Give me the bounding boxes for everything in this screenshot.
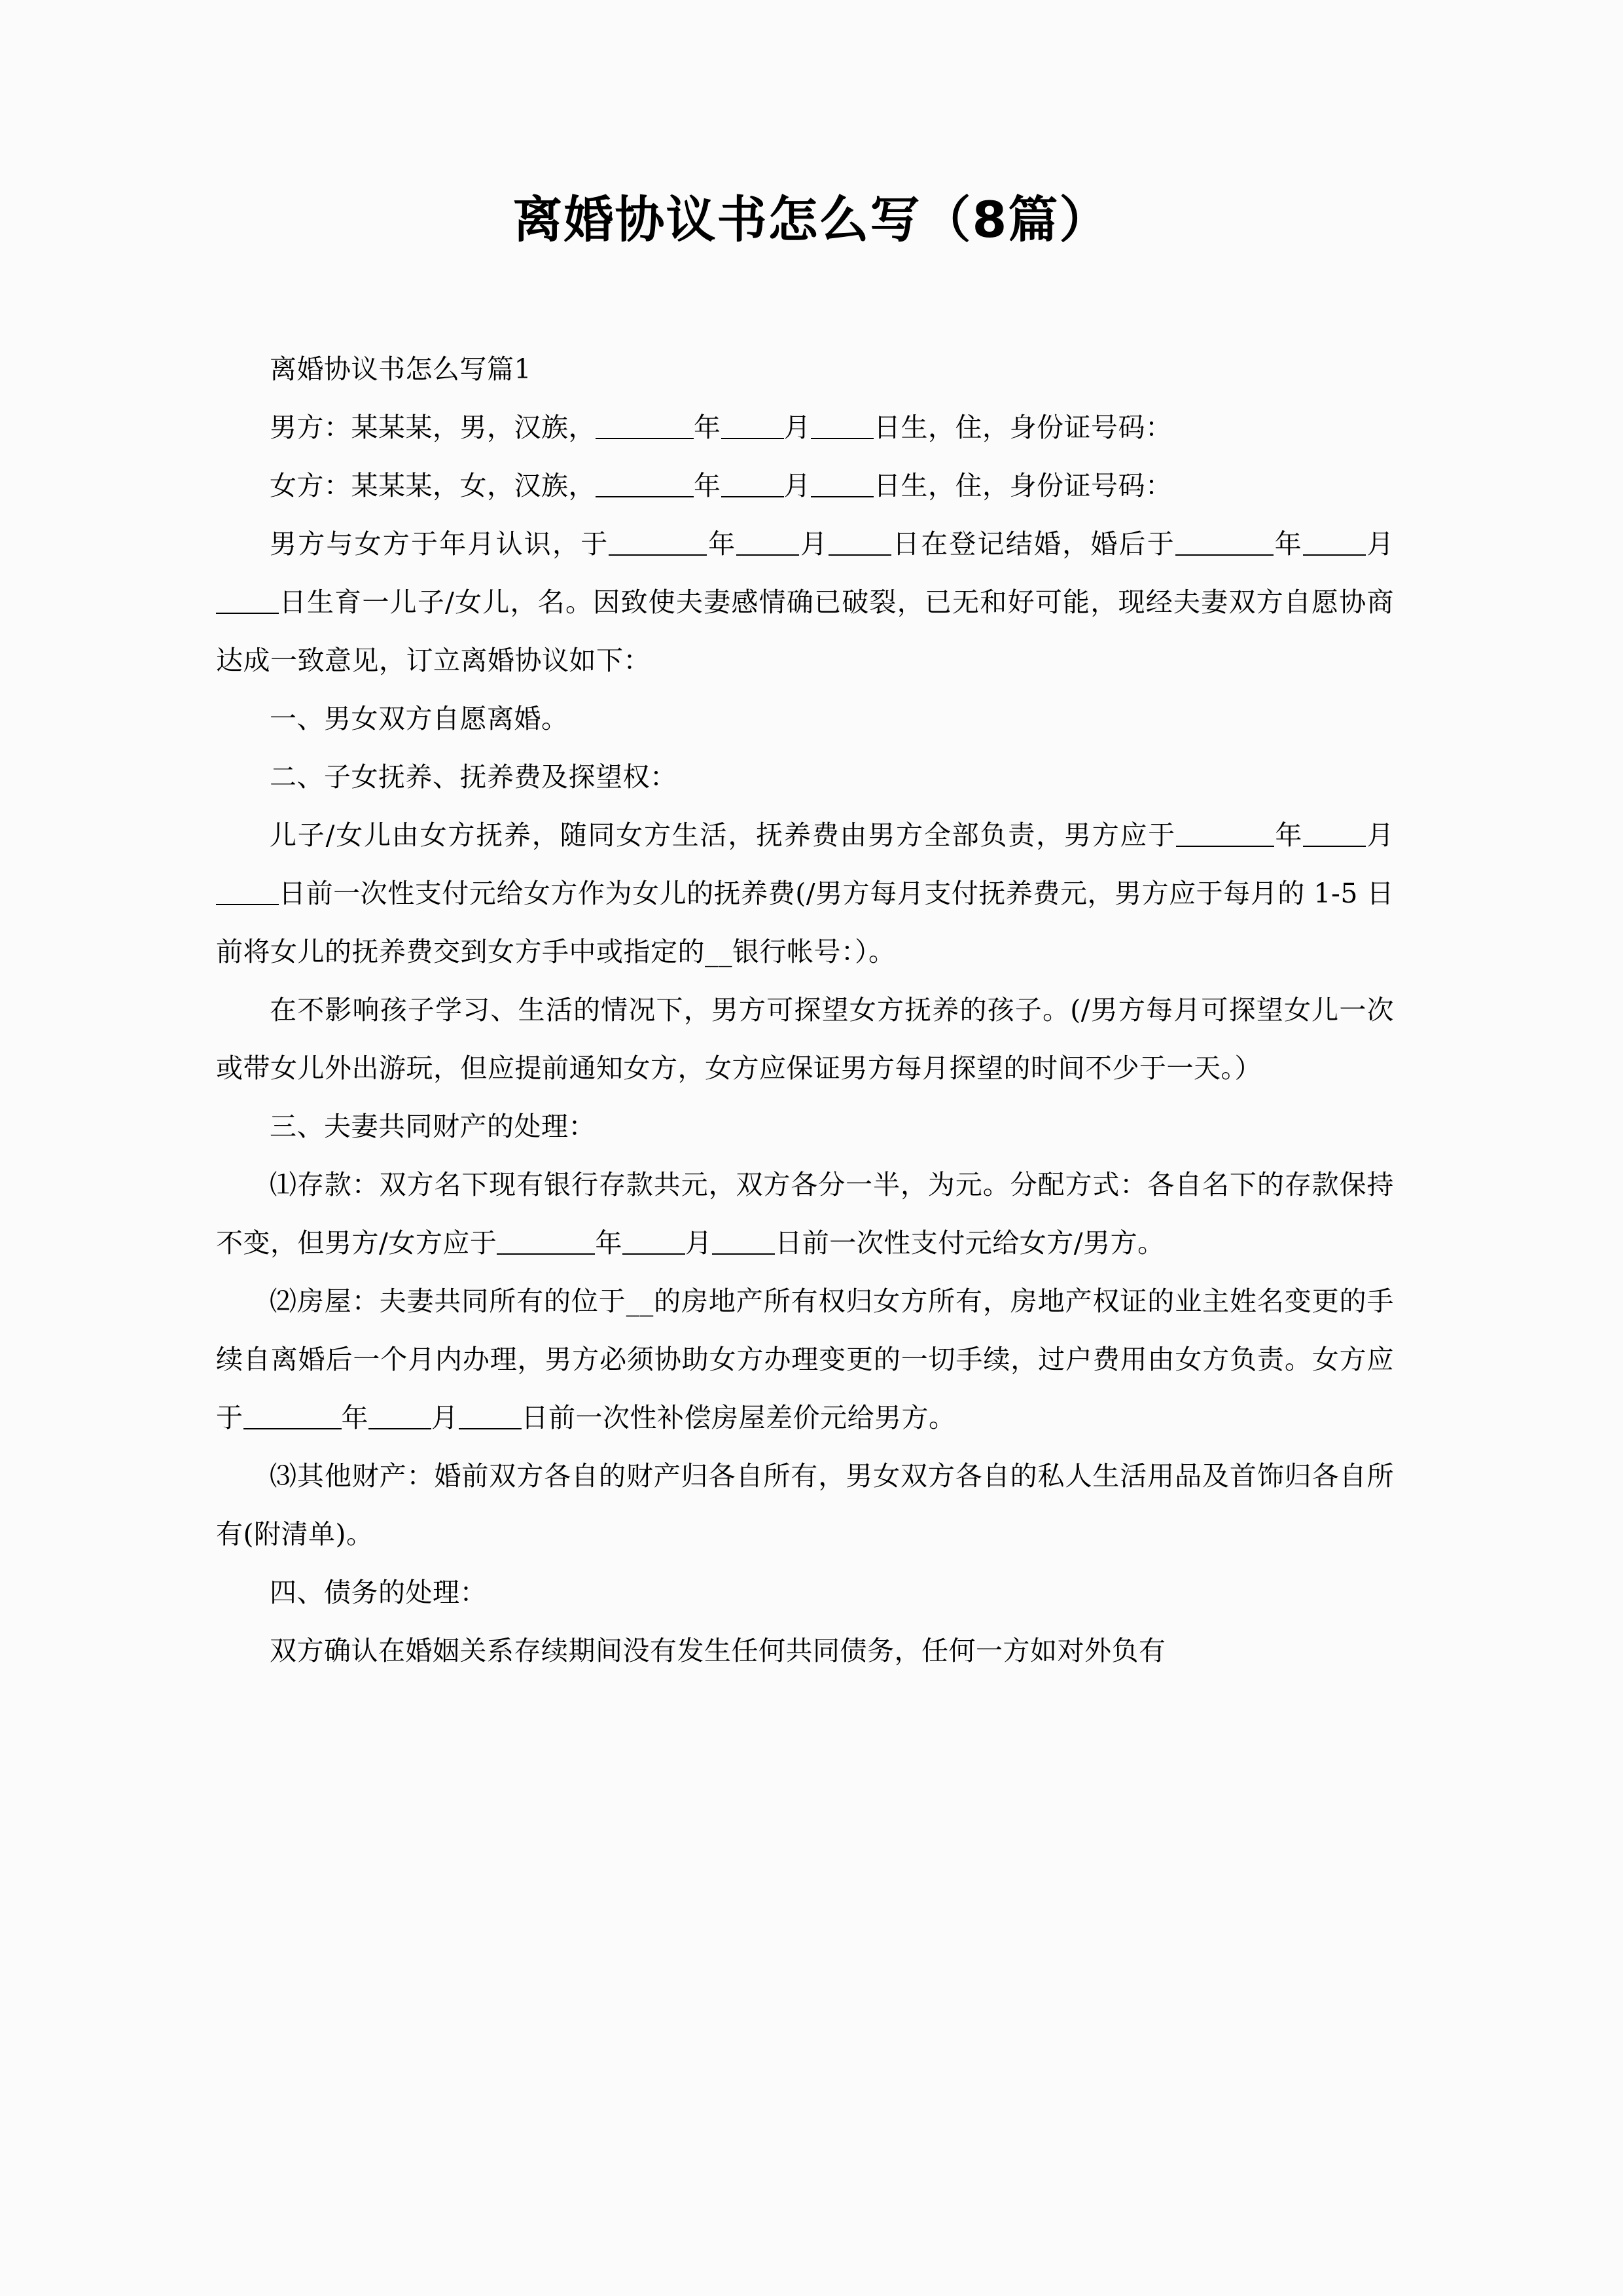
marriage-registration-text: 日在登记结婚，婚后于 (891, 528, 1175, 560)
birth-year-unit: 年 (1273, 528, 1303, 560)
custody-payment-month-blank (1303, 846, 1366, 847)
deposit-payment-text: 日前一次性支付元给女方/男方。 (775, 1227, 1165, 1259)
house-month-unit: 月 (431, 1402, 459, 1433)
husband-id-label: 日生，住，身份证号码： (874, 412, 1173, 443)
marriage-day-blank (829, 554, 891, 556)
husband-birth-month-blank (721, 438, 784, 439)
paragraph-marriage-history (216, 515, 1394, 690)
deposit-intro: ⑴存款：双方名下现有银行存款共元，双方各分一半，为元。分配方式：各自名下的存款保持不变，但男方/女方应于 (216, 1169, 1394, 1259)
house-payment-day-blank (459, 1428, 522, 1429)
birth-month-blank (1303, 554, 1366, 556)
page-title: 离婚协议书怎么写（8篇） (512, 190, 1111, 249)
paragraph-debt: 双方确认在婚姻关系存续期间没有发生任何共同债务，任何一方如对外负有 (270, 1635, 1166, 1666)
custody-month-unit: 月 (1366, 819, 1394, 851)
husband-label: 男方：某某某，男，汉族， (270, 412, 596, 443)
house-payment-year-blank (243, 1428, 342, 1429)
wife-year-unit: 年 (694, 470, 721, 501)
custody-payment-text: 日前一次性支付元给女方作为女儿的抚养费(/男方每月支付抚养费元，男方应于每月的 1-5 日前将女儿的抚养费交到女方手中或指定的__银行帐号：）。 (216, 878, 1394, 967)
paragraph-custody (216, 806, 1394, 981)
custody-intro: 儿子/女儿由女方抚养，随同女方生活，抚养费由男方全部负责，男方应于 (270, 819, 1177, 851)
paragraph-husband-info (216, 399, 1394, 457)
wife-month-unit: 月 (783, 470, 811, 501)
paragraph-deposit (216, 1156, 1394, 1272)
wife-id-label: 日生，住，身份证号码： (874, 470, 1173, 501)
husband-month-unit: 月 (783, 412, 811, 443)
marriage-year-blank (609, 554, 707, 556)
husband-year-unit: 年 (694, 412, 721, 443)
house-payment-text: 日前一次性补偿房屋差价元给男方。 (521, 1402, 956, 1433)
deposit-payment-day-blank (712, 1253, 775, 1255)
custody-year-unit: 年 (1274, 819, 1304, 851)
husband-birth-year-blank (596, 438, 694, 439)
paragraph-house (216, 1272, 1394, 1447)
birth-month-unit: 月 (1365, 528, 1395, 560)
paragraph-other-property: ⑶其他财产：婚前双方各自的财产归各自所有，男女双方各自的私人生活用品及首饰归各自所有(附清单)。 (216, 1460, 1394, 1550)
marriage-month-blank (736, 554, 799, 556)
deposit-payment-month-blank (622, 1253, 685, 1255)
deposit-month-unit: 月 (685, 1227, 713, 1259)
house-payment-month-blank (368, 1428, 431, 1429)
paragraph-visitation: 在不影响孩子学习、生活的情况下，男方可探望女方抚养的孩子。(/男方每月可探望女儿一次或带女儿外出游玩，但应提前通知女方，女方应保证男方每月探望的时间不少于一天。） (216, 994, 1394, 1084)
marriage-breakdown-text: 日生育一儿子/女儿，名。因致使夫妻感情确已破裂，已无和好可能，现经夫妻双方自愿协商达成一致意见，订立离婚协议如下： (216, 586, 1394, 676)
deposit-year-unit: 年 (595, 1227, 622, 1259)
clause-three: 三、夫妻共同财产的处理： (270, 1111, 596, 1142)
document-body (216, 340, 1394, 1680)
marriage-intro: 男方与女方于年月认识，于 (270, 528, 609, 560)
birth-day-blank (216, 613, 279, 614)
wife-label: 女方：某某某，女，汉族， (270, 470, 596, 501)
paragraph-wife-info (216, 457, 1394, 515)
wife-birth-year-blank (596, 496, 694, 497)
marriage-month-unit: 月 (799, 528, 829, 560)
custody-payment-year-blank (1176, 846, 1274, 847)
clause-four: 四、债务的处理： (270, 1577, 487, 1608)
clause-two: 二、子女抚养、抚养费及探望权： (270, 761, 677, 793)
wife-birth-day-blank (811, 496, 874, 497)
marriage-year-unit: 年 (707, 528, 737, 560)
house-intro: ⑵房屋：夫妻共同所有的位于__的房地产所有权归女方所有，房地产权证的业主姓名变更的手续自离婚后一个月内办理，男方必须协助女方办理变更的一切手续，过户费用由女方负责。女方应于 (216, 1285, 1394, 1433)
deposit-payment-year-blank (497, 1253, 595, 1255)
section-heading-1: 离婚协议书怎么写篇1 (270, 353, 532, 385)
clause-one: 一、男女双方自愿离婚。 (270, 703, 569, 734)
wife-birth-month-blank (721, 496, 784, 497)
birth-year-blank (1175, 554, 1274, 556)
husband-birth-day-blank (811, 438, 874, 439)
custody-payment-day-blank (216, 904, 279, 905)
house-year-unit: 年 (341, 1402, 368, 1433)
